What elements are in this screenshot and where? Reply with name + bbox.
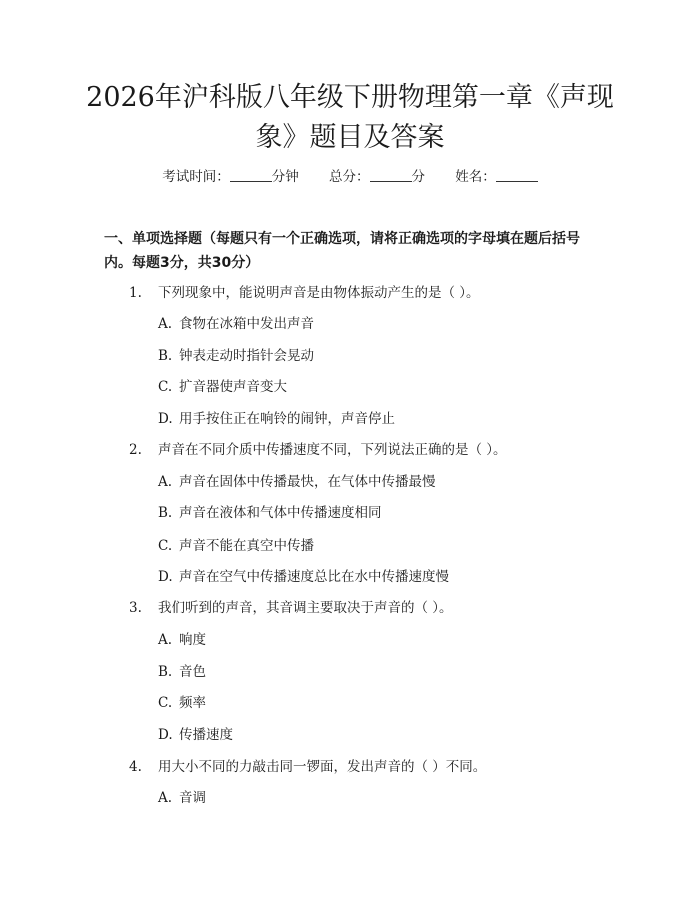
option-letter: B. [158,505,173,521]
question-3-option-b [158,662,206,682]
question-stem: 下列现象中，能说明声音是由物体振动产生的是（ ）。 [158,285,480,301]
option-text: 声音在空气中传播速度总比在水中传播速度慢 [179,569,449,585]
question-stem: 声音在不同介质中传播速度不同，下列说法正确的是（ ）。 [158,442,507,458]
question-2-option-b [158,503,382,523]
option-letter: D. [158,411,173,427]
document-title [0,78,700,158]
question-1-option-b [158,346,314,366]
option-letter: C. [158,695,173,711]
option-letter: D. [158,727,173,743]
option-letter: C. [158,538,173,554]
score-label: 总分： [329,169,370,185]
question-4-option-a [158,788,206,808]
option-letter: C. [158,379,173,395]
total-score-field [329,167,425,187]
option-text: 食物在冰箱中发出声音 [179,316,314,332]
time-blank [230,169,272,182]
question-stem: 我们听到的声音，其音调主要取决于声音的（ ）。 [158,600,453,616]
question-1 [129,283,480,303]
question-2 [129,440,507,460]
time-label: 考试时间： [162,169,230,185]
time-unit: 分钟 [271,169,299,185]
option-text: 声音在固体中传播最快，在气体中传播最慢 [179,474,436,490]
exam-meta-line [0,167,700,187]
option-letter: B. [158,664,173,680]
option-text: 声音在液体和气体中传播速度相同 [179,505,382,521]
option-text: 钟表走动时指针会晃动 [179,348,314,364]
score-unit: 分 [411,169,425,185]
option-letter: B. [158,348,173,364]
question-2-option-a [158,472,436,492]
question-3-option-d [158,725,233,745]
question-number: 3. [129,600,142,616]
option-text: 响度 [179,632,206,648]
option-letter: A. [158,632,173,648]
name-blank [496,169,538,182]
question-number: 4. [129,759,142,775]
question-3 [129,598,453,618]
exam-time-field [162,167,299,187]
title-line-2: 象》题目及答案 [255,122,445,153]
question-2-option-c [158,536,314,556]
student-name-field [455,167,538,187]
question-number: 2. [129,442,142,458]
title-line-1: 2026年沪科版八年级下册物理第一章《声现 [86,82,614,113]
option-letter: D. [158,569,173,585]
question-1-option-a [158,314,314,334]
question-3-option-c [158,693,206,713]
option-letter: A. [158,316,173,332]
question-2-option-d [158,567,449,587]
option-text: 音色 [179,664,206,680]
question-3-option-a [158,630,206,650]
question-stem: 用大小不同的力敲击同一锣面，发出声音的（ ）不同。 [158,759,487,775]
option-letter: A. [158,474,173,490]
question-1-option-c [158,377,287,397]
score-blank [370,169,412,182]
option-text: 频率 [179,695,206,711]
option-text: 用手按住正在响铃的闹钟，声音停止 [179,411,395,427]
question-number: 1. [129,285,142,301]
name-label: 姓名： [455,169,496,185]
question-1-option-d [158,409,395,429]
question-4 [129,757,486,777]
section-heading: 一、单项选择题（每题只有一个正确选项，请将正确选项的字母填在题后括号内。每题3分，共30分） [104,231,580,271]
option-text: 音调 [179,790,206,806]
option-text: 传播速度 [179,727,233,743]
option-text: 扩音器使声音变大 [179,379,287,395]
option-text: 声音不能在真空中传播 [179,538,314,554]
option-letter: A. [158,790,173,806]
